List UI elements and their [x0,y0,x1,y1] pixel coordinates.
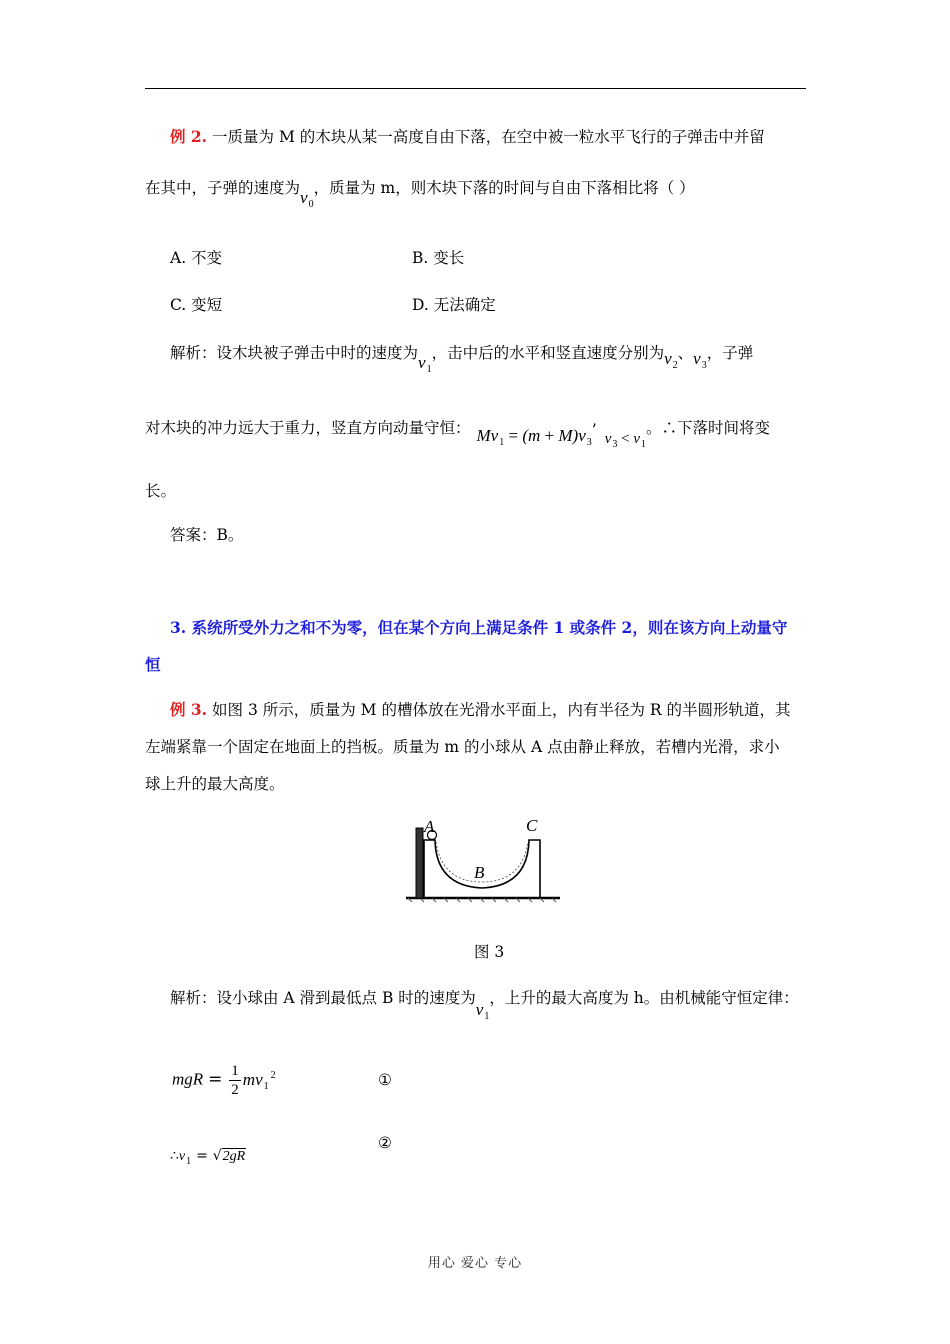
example-3-text-1: 如图 3 所示，质量为 M 的槽体放在光滑水平面上，内有半径为 R 的半圆形轨道，其 [212,701,791,719]
analysis-2-line-1 [170,343,754,375]
equation-2-number: ② [378,1134,392,1152]
analysis-3-text-1a: 解析：设小球由 A 滑到最低点 B 时的速度为 [170,989,476,1007]
analysis-2-text-1a: 解析：设木块被子弹击中时的速度为 [170,344,419,362]
label-a: A [424,817,435,836]
var-v2: $v_2$ [664,349,678,371]
var-v0: $v_0$ [300,188,314,210]
example-2-label: 例 2. [170,127,208,146]
example-2-text-1: 一质量为 M 的木块从某一高度自由下落，在空中被一粒水平飞行的子弹击中并留 [212,128,765,146]
answer-2: 答案：B。 [170,526,244,544]
option-c: C. 变短 [170,296,223,314]
example-2-line-1 [170,127,765,147]
var-v1-b: $v_1$ [475,1000,490,1022]
var-v3: $v_3$ [693,349,707,371]
example-3-line-2: 左端紧靠一个固定在地面上的挡板。质量为 m 的小球从 A 点由静止释放，若槽内光滑，求小 [145,738,780,756]
label-c: C [526,816,538,835]
example-3-label: 例 3. [170,700,208,719]
label-b: B [474,863,485,882]
analysis-2-text-1b: ，击中后的水平和竖直速度分别为 [431,344,665,362]
section-3-heading-line-2: 恒 [145,655,161,674]
analysis-2-sep: 、 [677,344,694,362]
analysis-2-line-2: 对木块的冲力远大于重力，竖直方向动量守恒： $Mv_1 = (m + M)v_3$’ $v_3 < v_1$。∴下落时间将变 [145,419,771,450]
option-a: A. 不变 [170,249,223,267]
figure-3-caption: 图 3 [474,943,505,961]
analysis-2-line-3: 长。 [145,482,177,500]
var-v1: $v_1$ [418,353,432,375]
equation-1-number: ① [378,1071,392,1089]
equation-energy: mgR = $\frac{1}{2}$ $mv_1^2$ [172,1063,276,1098]
analysis-2-text-2a: 对木块的冲力远大于重力，竖直方向动量守恒： [145,419,471,437]
analysis-2-text-1d: ，子弹 [706,344,754,362]
velocity-inequality: $v_3 < v_1$ [604,431,646,450]
example-2-text-2a: 在其中，子弹的速度为 [145,179,301,197]
example-2-line-2 [145,178,695,210]
example-2-text-2b: ，质量为 m，则木块下落的时间与自由下落相比将（ ） [313,179,695,197]
fixed-baffle [416,828,423,898]
option-b: B. 变长 [412,249,465,267]
example-3-line-3: 球上升的最大高度。 [145,775,285,793]
equation-velocity: $\therefore v_1 = √2gR$ [170,1148,246,1167]
page-footer: 用心 爱心 专心 [427,1256,523,1271]
figure-3-diagram [400,812,565,907]
momentum-equation: $Mv_1 = (m + M)v_3$ [476,426,592,448]
example-3-line-1 [170,700,790,720]
header-rule [145,88,806,89]
analysis-3-text-1b: ，上升的最大高度为 h。由机械能守恒定律： [489,989,799,1007]
analysis-2-text-2b: 。∴下落时间将变 [646,419,771,437]
section-3-heading-line-1: 3. 系统所受外力之和不为零，但在某个方向上满足条件 1 或条件 2，则在该方向上动量守 [170,618,788,637]
option-d: D. 无法确定 [412,296,496,314]
analysis-3-line-1 [170,988,799,1022]
